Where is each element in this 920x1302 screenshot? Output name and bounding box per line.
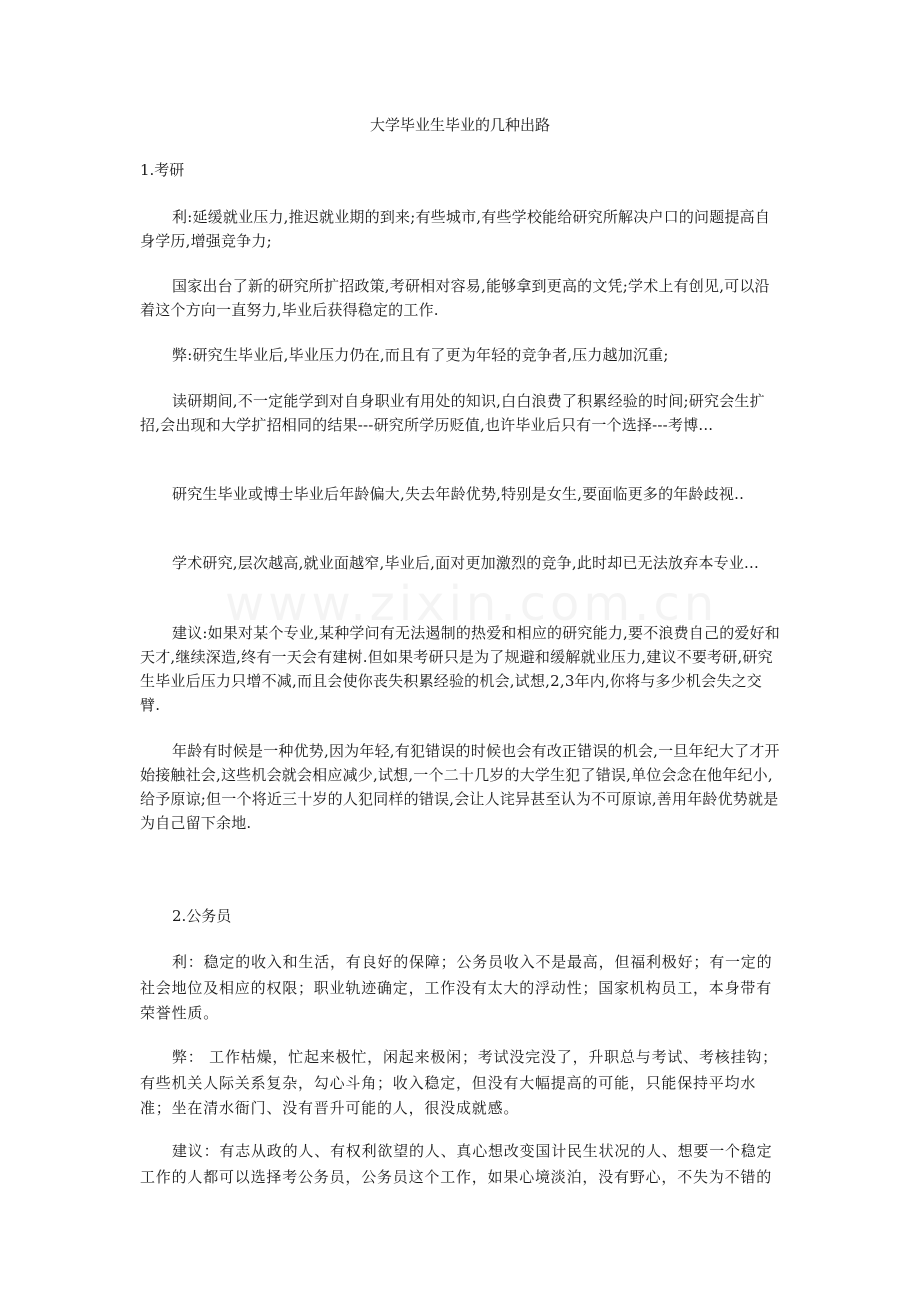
- paragraph: 利:延缓就业压力,推迟就业期的到来;有些城市,有些学校能给研究所解决户口的问题提高自身学历,增强竞争力;: [140, 208, 771, 250]
- paragraph: 年龄有时候是一种优势,因为年轻,有犯错误的时候也会有改正错误的机会,一旦年纪大了才开始接触社会,这些机会就会相应减少,试想,一个二十几岁的大学生犯了错误,单位会念在他年纪小,给予原谅;但一个将近三十岁的人犯同样的错误,会让人诧异甚至认为不可原谅,善用年龄优势就是为自己留下余地.: [140, 742, 780, 832]
- paragraph: 读研期间,不一定能学到对自身职业有用处的知识,白白浪费了积累经验的时间;研究会生扩招,会出现和大学扩招相同的结果---研究所学历贬值,也许毕业后只有一个选择---考博...: [140, 392, 765, 434]
- paragraph: 研究生毕业或博士毕业后年龄偏大,失去年龄优势,特别是女生,要面临更多的年龄歧视..: [172, 485, 745, 503]
- paragraph: 国家出台了新的研究所扩招政策,考研相对容易,能够拿到更高的文凭;学术上有创见,可以沿着这个方向一直努力,毕业后获得稳定的工作.: [140, 277, 770, 319]
- paragraph: 利：稳定的收入和生活，有良好的保障；公务员收入不是最高，但福利极好；有一定的社会地位及相应的权限；职业轨迹确定，工作没有太大的浮动性；国家机构员工，本身带有荣誉性质。: [140, 953, 773, 1022]
- section-heading-kaoyan: 1.考研: [140, 161, 185, 179]
- paragraph: 建议:如果对某个专业,某种学问有无法遏制的热爱和相应的研究能力,要不浪费自己的爱好和天才,继续深造,终有一天会有建树.但如果考研只是为了规避和缓解就业压力,建议不要考研,研究生毕业后压力只增不减,而且会使你丧失积累经验的机会,试想,2,3年内,你将与多少机会失之交臂.: [140, 624, 780, 714]
- paragraph: 建议：有志从政的人、有权利欲望的人、真心想改变国计民生状况的人、想要一个稳定工作的人都可以选择考公务员，公务员这个工作，如果心境淡泊，没有野心，不失为不错的: [140, 1142, 773, 1186]
- paragraph: 弊： 工作枯燥，忙起来极忙，闲起来极闲；考试没完没了，升职总与考试、考核挂钩；有些机关人际关系复杂，勾心斗角；收入稳定，但没有大幅提高的可能，只能保持平均水准；坐在清水衙门、没有晋升可能的人，很没成就感。: [140, 1048, 778, 1117]
- document-title: 大学毕业生毕业的几种出路: [369, 116, 550, 134]
- paragraph: 弊:研究生毕业后,毕业压力仍在,而且有了更为年轻的竞争者,压力越加沉重;: [172, 346, 669, 364]
- section-heading-gongwuyuan: 2.公务员: [172, 907, 232, 925]
- paragraph: 学术研究,层次越高,就业面越窄,毕业后,面对更加激烈的竞争,此时却已无法放弃本专业...: [172, 554, 759, 572]
- document-page: [140, 0, 780, 1302]
